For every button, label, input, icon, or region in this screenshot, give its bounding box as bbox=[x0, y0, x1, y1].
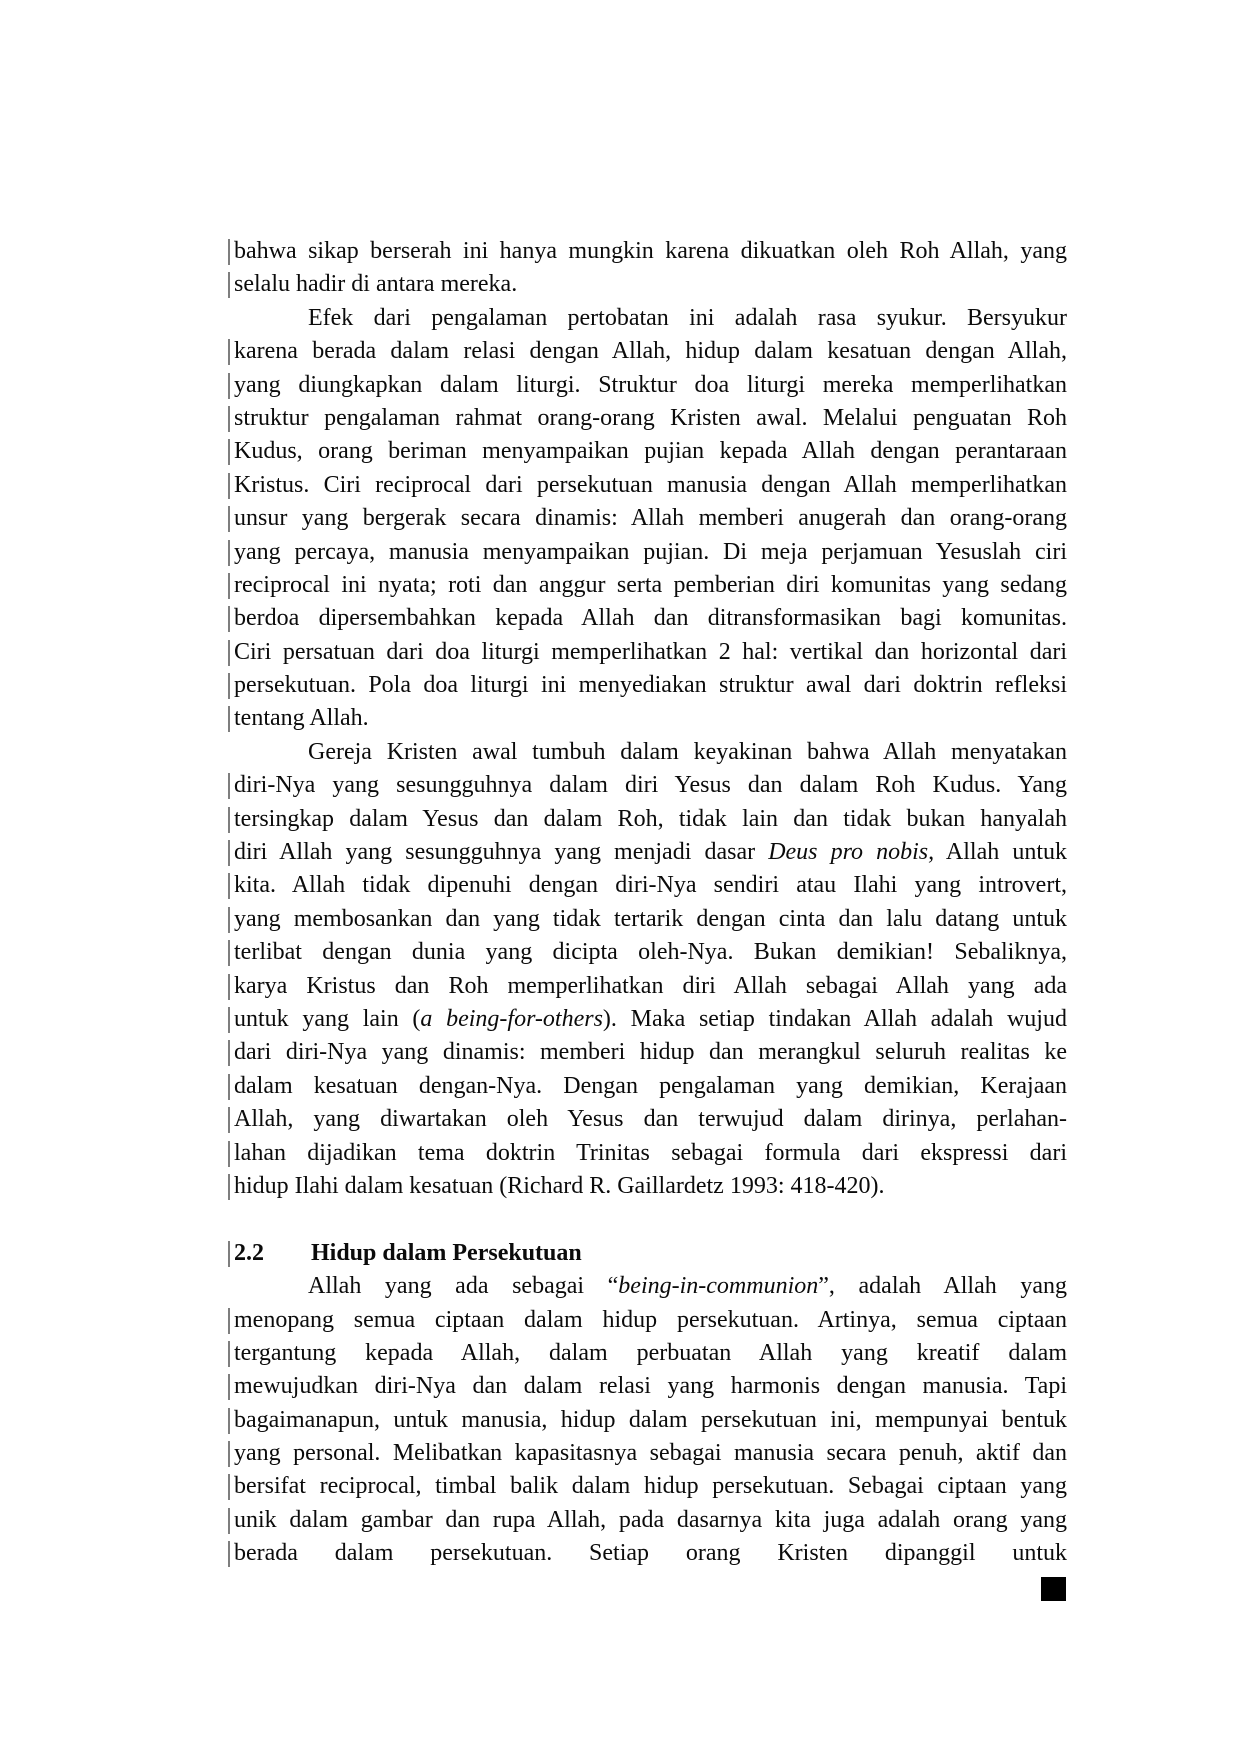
text-line: dalam kesatuan dengan-Nya. Dengan pengalaman yang demikian, Kerajaan bbox=[234, 1070, 1067, 1103]
text-line: unik dalam gambar dan rupa Allah, pada dasarnya kita juga adalah orang yang bbox=[234, 1504, 1067, 1537]
section-title: Hidup dalam Persekutuan bbox=[311, 1239, 582, 1266]
text-line: hidup Ilahi dalam kesatuan (Richard R. Gaillardetz 1993: 418-420). bbox=[234, 1170, 1067, 1203]
text-line: tentang Allah. bbox=[234, 702, 1067, 735]
text-line: yang percaya, manusia menyampaikan pujian. Di meja perjamuan Yesuslah ciri bbox=[234, 536, 1067, 569]
text-line: unsur yang bergerak secara dinamis: Allah memberi anugerah dan orang-orang bbox=[234, 502, 1067, 535]
blank-line bbox=[234, 1203, 1067, 1236]
text-line: diri Allah yang sesungguhnya yang menjadi dasar Deus pro nobis, Allah untuk bbox=[234, 836, 1067, 869]
text-line: kita. Allah tidak dipenuhi dengan diri-Nya sendiri atau Ilahi yang introvert, bbox=[234, 869, 1067, 902]
text-line: Gereja Kristen awal tumbuh dalam keyakinan bahwa Allah menyatakan bbox=[308, 738, 1067, 765]
text-line: lahan dijadikan tema doktrin Trinitas sebagai formula dari ekspressi dari bbox=[234, 1137, 1067, 1170]
section-heading bbox=[234, 1237, 1067, 1270]
text-line: Allah yang ada sebagai “being-in-communion”, adalah Allah yang bbox=[308, 1273, 1067, 1300]
text-line: bagaimanapun, untuk manusia, hidup dalam persekutuan ini, mempunyai bentuk bbox=[234, 1404, 1067, 1437]
text-line: berada dalam persekutuan. Setiap orang Kristen dipanggil untuk bbox=[234, 1537, 1067, 1570]
text-line: menopang semua ciptaan dalam hidup persekutuan. Artinya, semua ciptaan bbox=[234, 1304, 1067, 1337]
text-line: Allah, yang diwartakan oleh Yesus dan terwujud dalam dirinya, perlahan- bbox=[234, 1103, 1067, 1136]
end-of-text-square-marker bbox=[1041, 1577, 1066, 1601]
text-line: mewujudkan diri-Nya dan dalam relasi yang harmonis dengan manusia. Tapi bbox=[234, 1370, 1067, 1403]
text-line: reciprocal ini nyata; roti dan anggur serta pemberian diri komunitas yang sedang bbox=[234, 569, 1067, 602]
text-line: berdoa dipersembahkan kepada Allah dan ditransformasikan bagi komunitas. bbox=[234, 602, 1067, 635]
text-line: Ciri persatuan dari doa liturgi memperlihatkan 2 hal: vertikal dan horizontal dari bbox=[234, 636, 1067, 669]
text-line: yang membosankan dan yang tidak tertarik dengan cinta dan lalu datang untuk bbox=[234, 903, 1067, 936]
text-line: dari diri-Nya yang dinamis: memberi hidup dan merangkul seluruh realitas ke bbox=[234, 1036, 1067, 1069]
text-line: struktur pengalaman rahmat orang-orang Kristen awal. Melalui penguatan Roh bbox=[234, 402, 1067, 435]
body-text bbox=[234, 235, 1067, 1571]
text-line: untuk yang lain (a being-for-others). Maka setiap tindakan Allah adalah wujud bbox=[234, 1003, 1067, 1036]
text-line: bersifat reciprocal, timbal balik dalam hidup persekutuan. Sebagai ciptaan yang bbox=[234, 1470, 1067, 1503]
text-line: Kudus, orang beriman menyampaikan pujian kepada Allah dengan perantaraan bbox=[234, 435, 1067, 468]
text-line: tergantung kepada Allah, dalam perbuatan Allah yang kreatif dalam bbox=[234, 1337, 1067, 1370]
text-line: tersingkap dalam Yesus dan dalam Roh, tidak lain dan tidak bukan hanyalah bbox=[234, 803, 1067, 836]
text-line: yang personal. Melibatkan kapasitasnya sebagai manusia secara penuh, aktif dan bbox=[234, 1437, 1067, 1470]
text-line: yang diungkapkan dalam liturgi. Struktur doa liturgi mereka memperlihatkan bbox=[234, 369, 1067, 402]
text-line: bahwa sikap berserah ini hanya mungkin karena dikuatkan oleh Roh Allah, yang bbox=[234, 235, 1067, 268]
text-line: diri-Nya yang sesungguhnya dalam diri Yesus dan dalam Roh Kudus. Yang bbox=[234, 769, 1067, 802]
text-line: karena berada dalam relasi dengan Allah, hidup dalam kesatuan dengan Allah, bbox=[234, 335, 1067, 368]
text-line: Kristus. Ciri reciprocal dari persekutuan manusia dengan Allah memperlihatkan bbox=[234, 469, 1067, 502]
section-number: 2.2 bbox=[234, 1239, 264, 1266]
text-line: terlibat dengan dunia yang dicipta oleh-Nya. Bukan demikian! Sebaliknya, bbox=[234, 936, 1067, 969]
text-line: persekutuan. Pola doa liturgi ini menyediakan struktur awal dari doktrin refleksi bbox=[234, 669, 1067, 702]
text-line: selalu hadir di antara mereka. bbox=[234, 268, 1067, 301]
text-line: Efek dari pengalaman pertobatan ini adalah rasa syukur. Bersyukur bbox=[308, 304, 1067, 331]
text-line: karya Kristus dan Roh memperlihatkan diri Allah sebagai Allah yang ada bbox=[234, 970, 1067, 1003]
